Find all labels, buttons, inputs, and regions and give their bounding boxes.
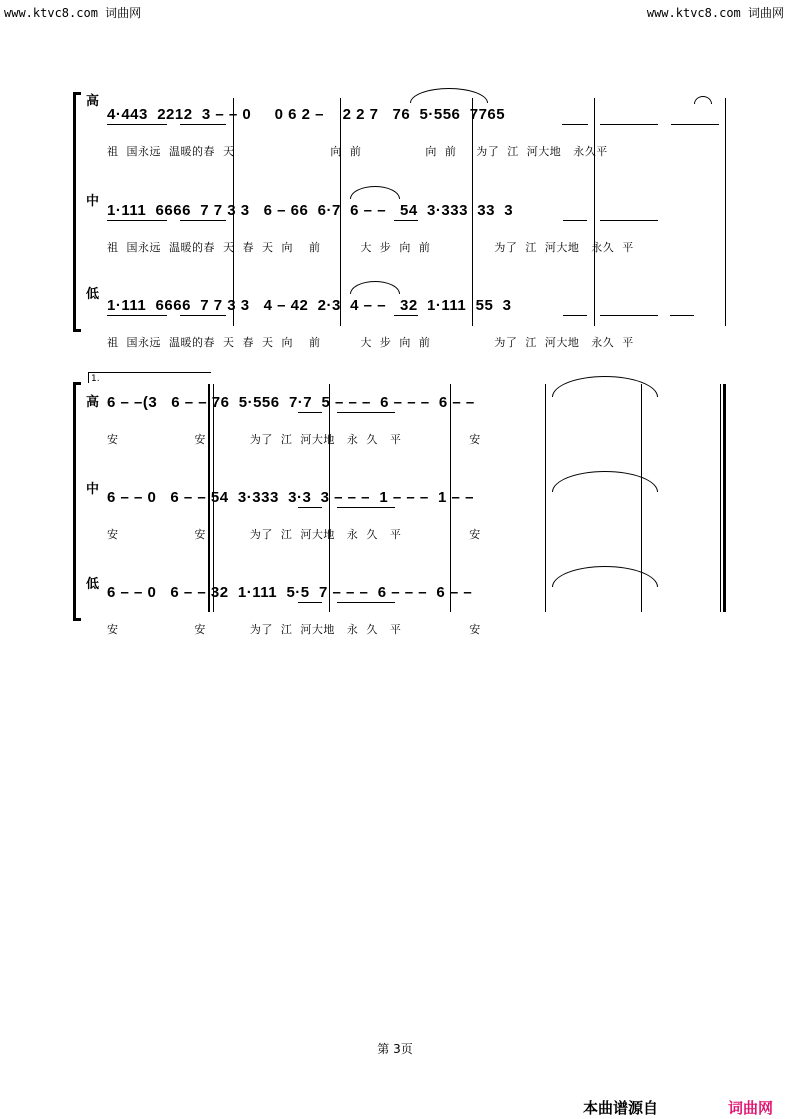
beam-underline [107,124,167,125]
voice-label-mid: 中 [86,194,100,209]
lyrics-mid: 安 安 为了 江 河大地 永 久 平 安 [107,528,481,541]
slur-mark [350,281,400,294]
notation-mid: 6 – – 0 6 – – 54 3·333 3·3 3 – – – 1 – – – 1 – – [107,489,474,506]
slur-mark [410,88,488,103]
lyrics-high: 祖 国永远 温暖的春 天 向 前 向 前 为了 江 河大地 永久平 [107,145,608,158]
notation-low: 6 – – 0 6 – – 32 1·111 5·5 7 – – – 6 – – – 6 – – [107,584,473,601]
beam-underline [337,507,395,508]
slur-mark [552,471,658,492]
lyrics-mid: 祖 国永远 温暖的春 天 春 天 向 前 大 步 向 前 为了 江 河大地 永久 平 [107,241,634,254]
system-brace [73,382,81,621]
lyrics-low: 祖 国永远 温暖的春 天 春 天 向 前 大 步 向 前 为了 江 河大地 永久 平 [107,336,634,349]
voice-label-high: 高 [86,395,100,410]
beam-underline [670,315,694,316]
barline [594,98,595,326]
beam-underline [394,220,418,221]
notation-high: 6 – –(3 6 – – 76 5·556 7·7 5 – – – 6 – – – 6 – – [107,394,475,411]
slur-mark [552,376,658,397]
beam-underline [180,124,226,125]
voice-label-mid: 中 [86,482,100,497]
final-barline [720,384,721,612]
voice-label-low: 低 [86,577,100,592]
notation-low: 1·111 6666 7 7 3 3 4 – 42 2·3 4 – – 32 1·111 55 3 [107,297,512,314]
beam-underline [180,220,226,221]
beam-underline [107,220,167,221]
slur-mark [350,186,400,199]
beam-underline [600,124,658,125]
beam-underline [180,315,226,316]
beam-underline [563,220,587,221]
barline [725,98,726,326]
final-barline [723,384,726,612]
barline [545,384,546,612]
beam-underline [562,124,588,125]
beam-underline [298,602,322,603]
lyrics-low: 安 安 为了 江 河大地 永 久 平 安 [107,623,481,636]
beam-underline [600,220,658,221]
beam-underline [671,124,719,125]
page-number: 第 3页 [377,1042,413,1056]
system-brace [73,92,81,332]
site-header-left[interactable]: www.ktvc8.com 词曲网 [4,6,142,20]
voice-label-high: 高 [86,94,100,109]
volta-bracket: 1. [88,372,211,383]
beam-underline [298,507,322,508]
slur-mark [552,566,658,587]
slur-mark [694,96,712,104]
site-header-right[interactable]: www.ktvc8.com 词曲网 [646,6,784,20]
notation-mid: 1·111 6666 7 7 3 3 6 – 66 6·7 6 – – 54 3·333 33 3 [107,202,514,219]
beam-underline [298,412,322,413]
site-logo[interactable]: 词曲网 [728,1099,774,1117]
beam-underline [337,412,395,413]
beam-underline [600,315,658,316]
lyrics-high: 安 安 为了 江 河大地 永 久 平 安 [107,433,481,446]
source-label: 本曲谱源自 [583,1099,659,1117]
beam-underline [107,315,167,316]
beam-underline [563,315,587,316]
notation-high: 4·443 2212 3 – – 0 0 6 2 – 2 2 7 76 5·556 7765 [107,106,506,123]
voice-label-low: 低 [86,287,100,302]
beam-underline [394,315,418,316]
beam-underline [337,602,395,603]
